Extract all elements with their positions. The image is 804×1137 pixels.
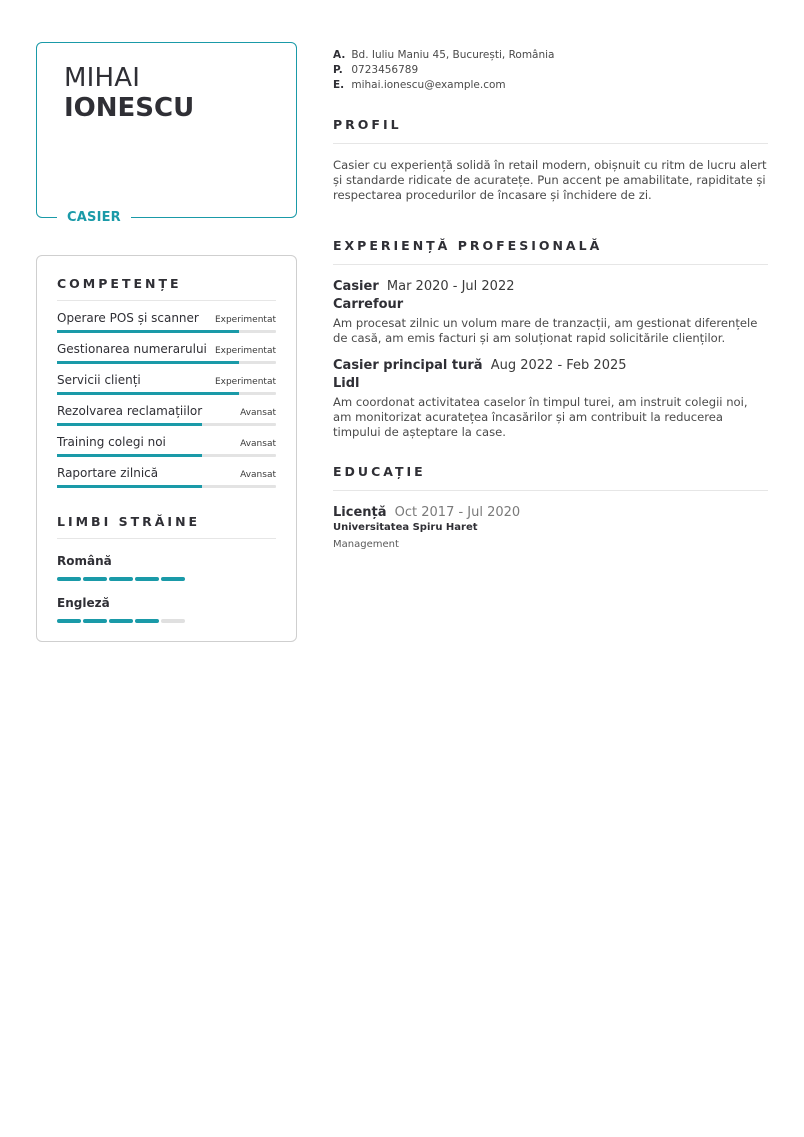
skill-item bbox=[57, 466, 276, 488]
skill-item bbox=[57, 311, 276, 333]
first-name: MIHAI bbox=[64, 63, 141, 93]
skill-level: Experimentat bbox=[214, 346, 276, 356]
education-field: Management bbox=[333, 539, 399, 550]
address-value: Bd. Iuliu Maniu 45, București, România bbox=[351, 49, 555, 61]
profile-title: PROFIL bbox=[333, 117, 768, 144]
rating-dot bbox=[83, 619, 107, 623]
rating-dot bbox=[109, 577, 133, 581]
phone-label: P. bbox=[333, 64, 343, 76]
skill-name: Raportare zilnică bbox=[57, 466, 159, 480]
rating-dot bbox=[161, 577, 185, 581]
skill-bar-fill bbox=[57, 330, 239, 333]
languages-section bbox=[57, 514, 276, 623]
rating-dot bbox=[135, 577, 159, 581]
profile-section bbox=[333, 117, 768, 203]
skill-bar-fill bbox=[57, 454, 202, 457]
education-entry bbox=[333, 505, 768, 550]
skill-bar-fill bbox=[57, 361, 239, 364]
contact-block bbox=[333, 48, 768, 93]
languages-title: LIMBI STRĂINE bbox=[57, 514, 276, 539]
contact-address bbox=[333, 48, 768, 63]
language-name: Română bbox=[57, 554, 112, 568]
job-company: Lidl bbox=[333, 376, 360, 391]
education-school: Universitatea Spiru Haret bbox=[333, 522, 478, 533]
skill-bar-fill bbox=[57, 485, 202, 488]
job-description: Am procesat zilnic un volum mare de tranzacții, am gestionat diferențele de casă, am emis facturi și am soluționat rapid solicitările clienților. bbox=[333, 316, 758, 345]
skill-name: Servicii clienți bbox=[57, 373, 141, 387]
sidebar-card bbox=[36, 255, 297, 642]
rating-dot bbox=[57, 577, 81, 581]
skill-level: Experimentat bbox=[214, 315, 276, 325]
skill-name: Rezolvarea reclamațiilor bbox=[57, 404, 203, 418]
skill-level: Experimentat bbox=[214, 377, 276, 387]
rating-dot bbox=[109, 619, 133, 623]
skill-item bbox=[57, 404, 276, 426]
skill-name: Training colegi noi bbox=[57, 435, 166, 449]
job-dates: Aug 2022 - Feb 2025 bbox=[490, 358, 627, 373]
skill-bar bbox=[57, 330, 276, 333]
education-section bbox=[333, 464, 768, 550]
skill-level: Avansat bbox=[240, 408, 276, 418]
skill-item bbox=[57, 342, 276, 364]
job-title: Casier bbox=[333, 279, 379, 294]
education-dates: Oct 2017 - Jul 2020 bbox=[394, 505, 521, 520]
last-name: IONESCU bbox=[64, 93, 195, 123]
language-name: Engleză bbox=[57, 596, 110, 610]
rating-dot bbox=[161, 619, 185, 623]
address-label: A. bbox=[333, 49, 346, 61]
job-dates: Mar 2020 - Jul 2022 bbox=[386, 279, 515, 294]
education-degree: Licență bbox=[333, 505, 387, 520]
job-title: Casier principal tură bbox=[333, 358, 483, 373]
email-value: mihai.ionescu@example.com bbox=[351, 79, 506, 91]
skill-bar-fill bbox=[57, 423, 202, 426]
rating-dot bbox=[57, 619, 81, 623]
left-column bbox=[36, 42, 297, 642]
skill-bar bbox=[57, 361, 276, 364]
skill-item bbox=[57, 435, 276, 457]
experience-section bbox=[333, 238, 768, 440]
education-title: EDUCAȚIE bbox=[333, 464, 768, 491]
skill-level: Avansat bbox=[240, 470, 276, 480]
contact-email bbox=[333, 78, 768, 93]
skill-bar bbox=[57, 423, 276, 426]
job-company: Carrefour bbox=[333, 297, 404, 312]
skills-title: COMPETENȚE bbox=[57, 276, 276, 301]
contact-phone bbox=[333, 63, 768, 78]
email-label: E. bbox=[333, 79, 345, 91]
skill-bar-fill bbox=[57, 392, 239, 395]
job-description: Am coordonat activitatea caselor în timpul turei, am instruit colegii noi, am monitorizat acuratețea încasărilor și am contribuit la reducerea timpului de așteptare la case. bbox=[333, 395, 748, 439]
phone-value: 0723456789 bbox=[351, 64, 419, 76]
language-item bbox=[57, 596, 276, 623]
skill-name: Gestionarea numerarului bbox=[57, 342, 207, 356]
language-rating bbox=[57, 619, 276, 623]
profile-text: Casier cu experiență solidă în retail modern, obișnuit cu ritm de lucru alert și standarde ridicate de acuratețe. Pun accent pe amabilitate, rapiditate și respectarea procedurilor de încasare și închidere de zi. bbox=[333, 158, 767, 202]
job-entry bbox=[333, 358, 768, 440]
skill-bar bbox=[57, 392, 276, 395]
name-card bbox=[36, 42, 297, 225]
skill-bar bbox=[57, 485, 276, 488]
language-rating bbox=[57, 577, 276, 581]
rating-dot bbox=[83, 577, 107, 581]
rating-dot bbox=[135, 619, 159, 623]
language-item bbox=[57, 554, 276, 581]
skill-bar bbox=[57, 454, 276, 457]
job-role: CASIER bbox=[57, 210, 131, 225]
right-column bbox=[333, 48, 768, 550]
skill-name: Operare POS și scanner bbox=[57, 311, 199, 325]
experience-title: EXPERIENȚĂ PROFESIONALĂ bbox=[333, 238, 768, 265]
skill-item bbox=[57, 373, 276, 395]
skill-level: Avansat bbox=[240, 439, 276, 449]
job-entry bbox=[333, 279, 768, 346]
